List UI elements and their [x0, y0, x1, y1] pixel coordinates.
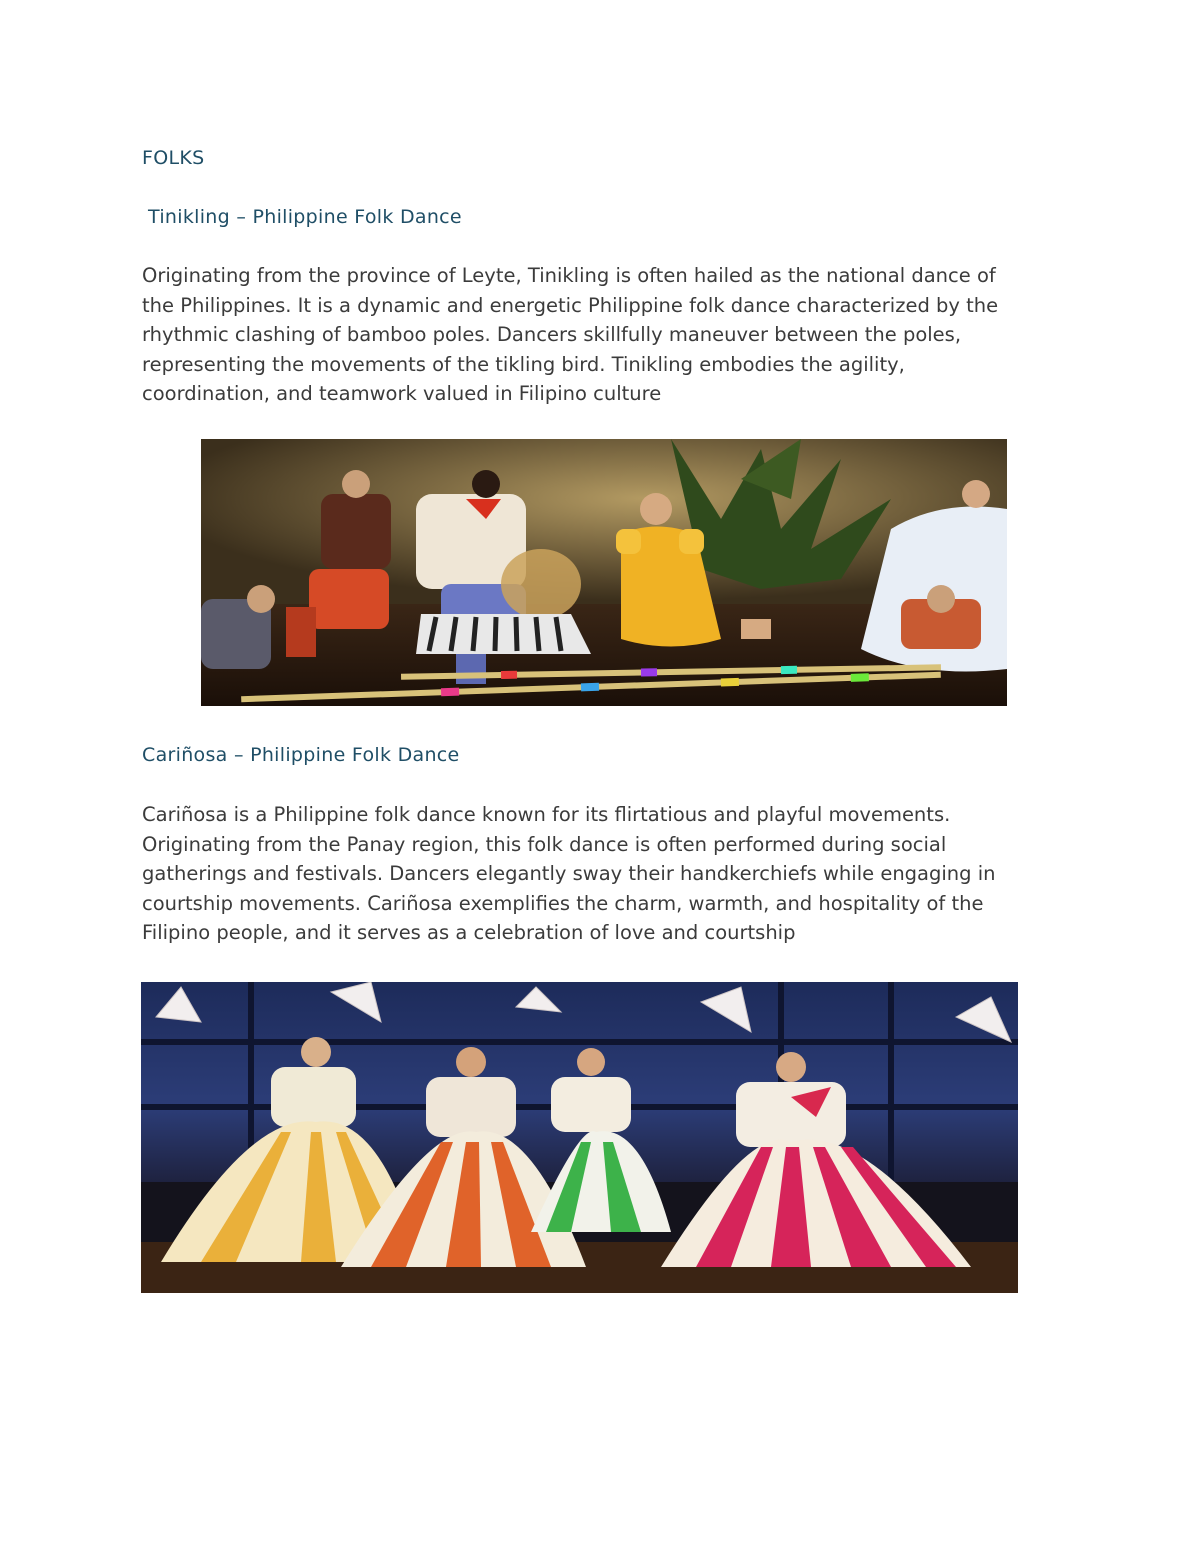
paragraph-line: coordination, and teamwork valued in Filipino culture — [142, 382, 662, 405]
paragraph-line: representing the movements of the tikling bird. Tinikling embodies the agility, — [142, 352, 905, 376]
paragraph-line: rhythmic clashing of bamboo poles. Dancers skillfully maneuver between the poles, — [142, 323, 962, 346]
paragraph-line: Filipino people, and it serves as a celebration of love and courtship — [142, 921, 796, 944]
paragraph-line: Cariñosa is a Philippine folk dance known for its flirtatious and playful movements. — [142, 803, 951, 826]
section-paragraph-tinikling — [142, 261, 1042, 409]
paragraph-line: gatherings and festivals. Dancers elegantly sway their handkerchiefs while engaging in — [142, 862, 996, 885]
section-heading-tinikling: Tinikling – Philippine Folk Dance — [148, 206, 462, 228]
paragraph-line: courtship movements. Cariñosa exemplifies the charm, warmth, and hospitality of the — [142, 891, 984, 915]
section-paragraph-carinosa — [142, 800, 1042, 948]
carinosa-photo — [141, 982, 1018, 1293]
paragraph-line: Originating from the province of Leyte, Tinikling is often hailed as the national dance of — [142, 264, 996, 287]
paragraph-line: Originating from the Panay region, this folk dance is often performed during social — [142, 832, 947, 856]
carinosa-photo-illustration — [141, 982, 1018, 1293]
section-heading-carinosa: Cariñosa – Philippine Folk Dance — [142, 744, 460, 766]
document-title: FOLKS — [142, 147, 205, 169]
paragraph-line: the Philippines. It is a dynamic and energetic Philippine folk dance characterized by the — [142, 293, 999, 317]
tinikling-photo-illustration — [201, 439, 1007, 706]
tinikling-photo — [201, 439, 1007, 706]
